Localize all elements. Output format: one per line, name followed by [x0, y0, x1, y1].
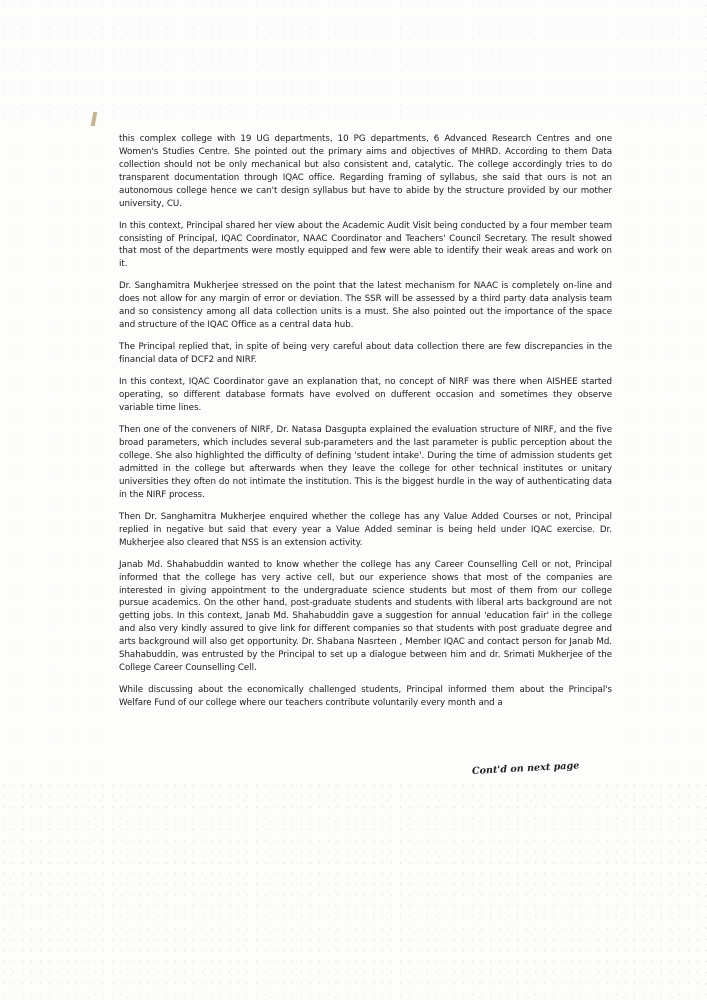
- scan-noise-left: [0, 120, 110, 780]
- paragraph-naac-mechanism: Dr. Sanghamitra Mukherjee stressed on the point that the latest mechanism for NAAC is completely on-line and does not allow for any margin of error or deviation. The SSR will be assessed by a third party data analysis team and so consistency among all data collection units is a must. She also pointed out the importance of the space and structure of the IQAC Office as a central data hub.: [119, 281, 612, 331]
- minutes-body: [119, 133, 612, 719]
- paragraph-welfare-fund: While discussing about the economically challenged students, Principal informed them about the Principal's Welfare Fund of our college where our teachers contribute voluntarily every month and a: [119, 685, 612, 708]
- paragraph-value-added-courses: Then Dr. Sanghamitra Mukherjee enquired whether the college has any Value Added Courses or not, Principal replied in negative but said that every year a Value Added seminar is being held under IQAC exercise. Dr. Mukherjee also cleared that NSS is an extension activity.: [119, 511, 612, 548]
- handwritten-continued-note: Cont'd on next page: [471, 760, 580, 777]
- paragraph-academic-audit: In this context, Principal shared her view about the Academic Audit Visit being conducted by a four member team consisting of Principal, IQAC Coordinator, NAAC Coordinator and Teachers' Council Secretary. The result showed that most of the departments were mostly equipped and few were able to identify their weak areas and work on it.: [119, 220, 612, 270]
- corner-mark: [91, 112, 97, 126]
- scan-noise-top: [0, 0, 707, 120]
- paragraph-career-counselling: Janab Md. Shahabuddin wanted to know whether the college has any Career Counselling Cell or not, Principal informed that the college has very active cell, but our experience shows that most of the companies are interested in giving appointment to the undergraduate science students but most of them from our college pursue academics. On the other hand, post-graduate students and students with liberal arts background are not getting jobs. In this context, Janab Md. Shahabuddin gave a suggestion for annual 'education fair' in the college and also very kindly assured to give link for different companies so that students with post graduate degree and arts background will also get opportunity. Dr. Shabana Nasrteen , Member IQAC and contact person for Janab Md. Shahabuddin, was entrusted by the Principal to set up a dialogue between him and dr. Srimati Mukherjee of the College Career Counselling Cell.: [119, 559, 612, 673]
- scan-noise-bottom: [0, 780, 707, 1000]
- paragraph-iqac-explanation: In this context, IQAC Coordinator gave an explanation that, no concept of NIRF was there when AISHEE started operating, so different database formats have evolved on dufferent occasion and sometimes they observe variable time lines.: [119, 377, 612, 414]
- scan-noise-right: [615, 120, 707, 780]
- paragraph-nirf-structure: Then one of the conveners of NIRF, Dr. Natasa Dasgupta explained the evaluation structure of NIRF, and the five broad parameters, which includes several sub-parameters and the last parameter is public perception about the college. She also highlighted the difficulty of defining 'student intake'. During the time of admission students get admitted in the college but afterwards when they leave the college for other technical institutes or unitary universities they often do not intimate the institution. This is the biggest hurdle in the way of authenticating data in the NIRF process.: [119, 425, 612, 500]
- paragraph-college-overview: this complex college with 19 UG departments, 10 PG departments, 6 Advanced Research Centres and one Women's Studies Centre. She pointed out the primary aims and objectives of MHRD. According to them Data collection should not be only mechanical but also consistent and, catalytic. The college accordingly tries to do transparent documentation through IQAC office. Regarding framing of syllabus, she said that ours is not an autonomous college hence we can't design syllabus but have to abide by the structure provided by our mother university, CU.: [119, 134, 612, 209]
- paragraph-principal-reply: The Principal replied that, in spite of being very careful about data collection there are few discrepancies in the financial data of DCF2 and NIRF.: [119, 342, 612, 366]
